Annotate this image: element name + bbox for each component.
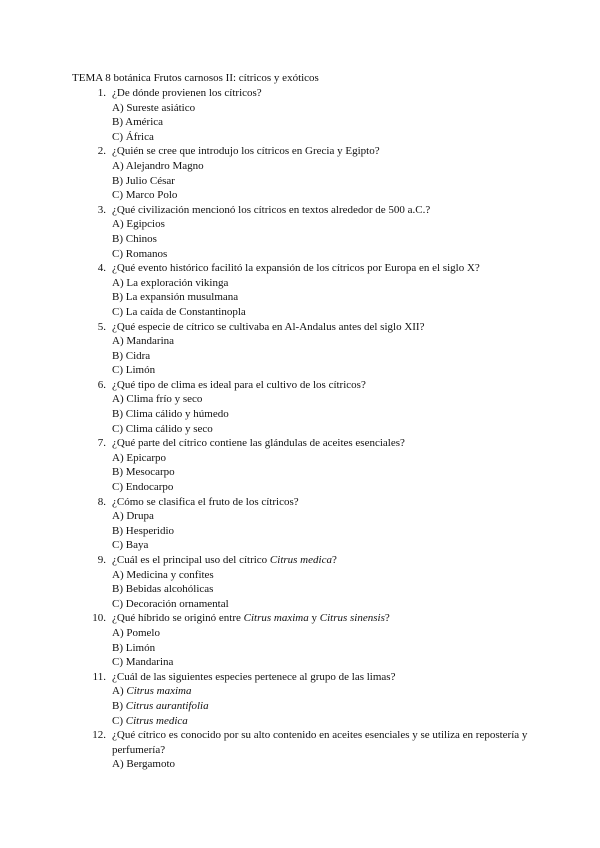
answer-option (112, 597, 542, 612)
text-run: C) Endocarpo (112, 481, 174, 494)
text-run: ? (331, 554, 337, 566)
text-run: B) Chinos (112, 232, 157, 245)
text-run: ¿Qué híbrido se originó entre (112, 612, 244, 625)
question-text (112, 611, 542, 626)
question-item (72, 553, 542, 611)
text-run: ¿Qué especie de cítrico se cultivaba en Al-Andalus antes del siglo XII? (112, 320, 425, 333)
question-text (112, 728, 542, 757)
question-item (72, 144, 542, 202)
answer-option (112, 407, 542, 422)
answer-option (112, 699, 542, 714)
text-run: ¿Cuál es el principal uso del cítrico (112, 554, 270, 566)
question-item (72, 378, 542, 436)
italic-species-name: Citrus medica (125, 714, 188, 727)
question-text (112, 86, 542, 101)
answer-option (112, 538, 542, 553)
text-run: B) América (112, 116, 164, 129)
text-run: ¿Cuál de las siguientes especies pertenece al grupo de las limas? (112, 670, 396, 683)
answer-option (112, 188, 542, 203)
text-run: C) Limón (112, 364, 156, 377)
answer-option (112, 626, 542, 641)
text-run: A) Sureste asiático (112, 101, 196, 114)
question-number: 6. (97, 378, 106, 391)
text-run: B) Limón (112, 641, 156, 654)
text-run: B) Cidra (112, 349, 151, 362)
question-text (112, 436, 542, 451)
text-run: C) África (112, 130, 154, 143)
answer-option (112, 232, 542, 247)
question-text (112, 320, 542, 335)
question-number: 5. (97, 320, 106, 333)
text-run: y (308, 612, 320, 625)
answer-option (112, 582, 542, 597)
text-run: C) Marco Polo (112, 189, 178, 202)
text-run: A) Bergamoto (112, 758, 176, 771)
italic-species-name: Citrus aurantifolia (125, 699, 209, 712)
question-number: 10. (92, 612, 106, 625)
question-number: 2. (97, 145, 106, 158)
text-run: A) (112, 685, 127, 698)
question-item (72, 320, 542, 378)
text-run: C) La caída de Constantinopla (112, 305, 246, 318)
question-item (72, 495, 542, 553)
question-text (112, 261, 542, 276)
text-run: ? (384, 612, 390, 625)
text-run: B) (112, 699, 126, 712)
text-run: B) La expansión musulmana (112, 291, 239, 304)
document-title: TEMA 8 botánica Frutos carnosos II: cítricos y exóticos (72, 72, 319, 84)
answer-option (112, 276, 542, 291)
answer-option (112, 757, 542, 772)
question-text (112, 670, 542, 685)
answer-option (112, 363, 542, 378)
answer-option (112, 392, 542, 407)
question-number: 4. (97, 262, 106, 275)
question-number: 7. (97, 437, 106, 450)
answer-option (112, 247, 542, 262)
answer-option (112, 641, 542, 656)
text-run: B) Julio César (112, 174, 175, 187)
answer-option (112, 422, 542, 437)
question-number: 9. (97, 554, 106, 566)
answer-option (112, 159, 542, 174)
answer-option (112, 524, 542, 539)
text-run: C) Mandarina (112, 656, 174, 669)
question-text (112, 144, 542, 159)
question-item (72, 86, 542, 144)
text-run: B) Mesocarpo (112, 466, 175, 479)
answer-option (112, 509, 542, 524)
text-run: ¿De dónde provienen los cítricos? (112, 87, 262, 99)
text-run: A) Clima frío y seco (112, 393, 203, 406)
question-list (72, 86, 542, 772)
text-run: B) Bebidas alcohólicas (112, 583, 214, 596)
text-run: A) Pomelo (112, 626, 160, 639)
question-text (112, 203, 542, 218)
answer-option (112, 655, 542, 670)
italic-species-name: Citrus maxima (243, 612, 309, 625)
question-number: 3. (97, 203, 106, 216)
text-run: ¿Qué parte del cítrico contiene las glándulas de aceites esenciales? (112, 437, 405, 450)
answer-option (112, 115, 542, 130)
text-run: A) Mandarina (112, 335, 175, 348)
text-run: B) Hesperidio (112, 524, 175, 537)
question-text (112, 378, 542, 393)
text-run: C) Clima cálido y seco (112, 422, 213, 435)
answer-option (112, 714, 542, 729)
text-run: A) Drupa (112, 510, 154, 523)
answer-option (112, 480, 542, 495)
answer-option (112, 684, 542, 699)
text-run: ¿Cómo se clasifica el fruto de los cítricos? (112, 495, 299, 508)
answer-option (112, 217, 542, 232)
text-run: ¿Qué evento histórico facilitó la expansión de los cítricos por Europa en el siglo X? (112, 262, 480, 275)
answer-option (112, 349, 542, 364)
answer-option (112, 305, 542, 320)
question-number: 1. (97, 87, 106, 99)
answer-option (112, 465, 542, 480)
question-text (112, 495, 542, 510)
question-item (72, 203, 542, 261)
text-run: C) (112, 714, 126, 727)
text-run: C) Baya (112, 539, 149, 552)
answer-option (112, 334, 542, 349)
answer-option (112, 101, 542, 116)
italic-species-name: Citrus sinensis (319, 612, 385, 625)
answer-option (112, 290, 542, 305)
text-run: ¿Qué cítrico es conocido por su alto contenido en aceites esenciales y se utiliza en repostería y perfumería? (112, 729, 531, 756)
italic-species-name: Citrus medica (269, 554, 332, 566)
question-text (112, 553, 542, 568)
question-number: 11. (92, 670, 106, 683)
question-item (72, 728, 542, 772)
answer-option (112, 451, 542, 466)
question-item (72, 611, 542, 669)
text-run: C) Decoración ornamental (112, 597, 229, 610)
text-run: A) Epicarpo (112, 451, 167, 464)
text-run: B) Clima cálido y húmedo (112, 408, 229, 421)
answer-option (112, 130, 542, 145)
question-item (72, 670, 542, 728)
answer-option (112, 568, 542, 583)
text-run: A) Egipcios (112, 218, 165, 231)
text-run: ¿Qué civilización mencionó los cítricos en textos alrededor de 500 a.C.? (112, 203, 431, 216)
text-run: A) Alejandro Magno (112, 159, 204, 172)
italic-species-name: Citrus maxima (126, 685, 192, 698)
question-number: 12. (92, 729, 106, 742)
answer-option (112, 174, 542, 189)
text-run: C) Romanos (112, 247, 168, 260)
text-run: ¿Quién se cree que introdujo los cítricos en Grecia y Egipto? (112, 145, 380, 158)
question-item (72, 261, 542, 319)
text-run: ¿Qué tipo de clima es ideal para el cultivo de los cítricos? (112, 378, 366, 391)
text-run: A) La exploración vikinga (112, 276, 229, 289)
question-number: 8. (97, 495, 106, 508)
question-item (72, 436, 542, 494)
text-run: A) Medicina y confites (112, 568, 214, 581)
